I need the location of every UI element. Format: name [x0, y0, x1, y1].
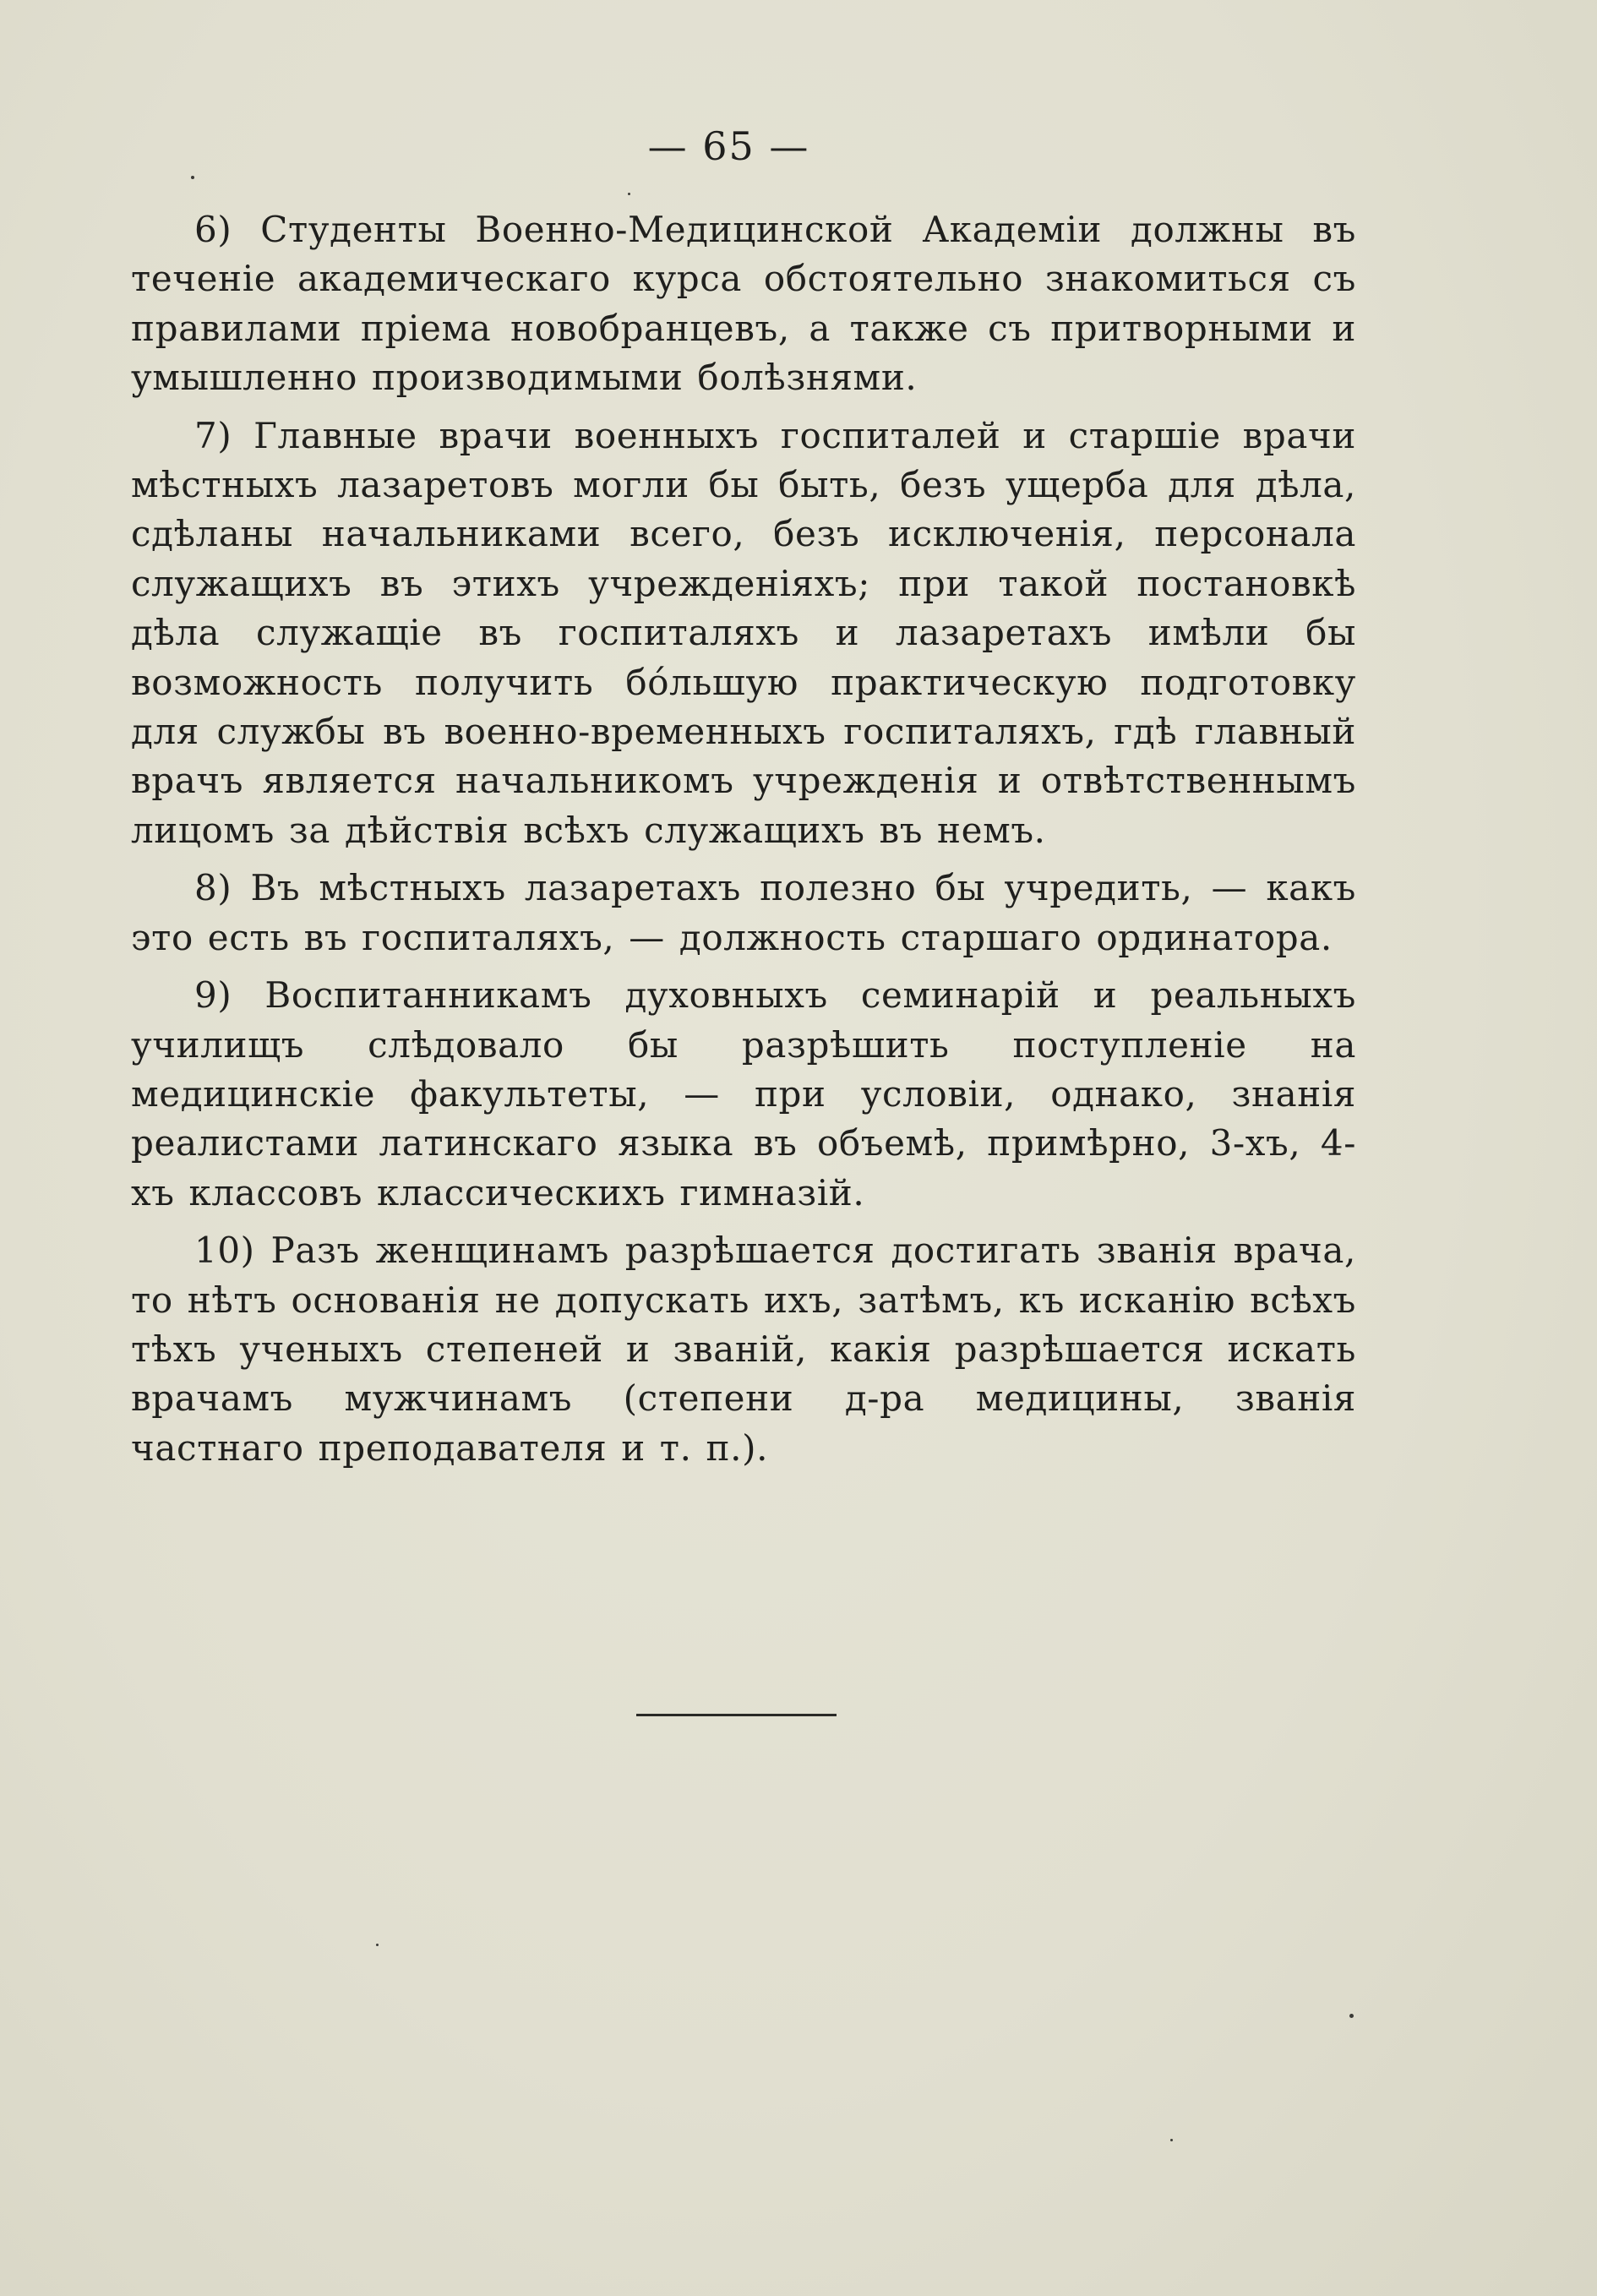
paragraph-number: 9): [194, 974, 232, 1017]
paragraph-8: [131, 864, 1356, 963]
paragraph-number: 6): [194, 209, 232, 250]
paragraph-text: Главные врачи военныхъ госпиталей и старшіе врачи мѣстныхъ лазаретовъ могли бы быть, безъ ущерба для дѣла, сдѣланы начальниками всего, безъ исключенія, персонала служащихъ въ этихъ учрежденіяхъ; при такой постановкѣ дѣла служащіе въ госпиталяхъ и лазаретахъ имѣли бы возможность получить бóльшую практическую подготовку для службы въ военно-временныхъ госпиталяхъ, гдѣ главный врачъ является начальникомъ учрежденія и отвѣтственнымъ лицомъ за дѣйствія всѣхъ служащихъ въ немъ.: [131, 414, 1356, 851]
section-end-rule: [636, 1714, 837, 1716]
paper-speck: [1170, 2139, 1173, 2141]
paper-speck: [628, 193, 630, 195]
paragraph-text: Въ мѣстныхъ лазаретахъ полезно бы учредить, — какъ это есть въ госпиталяхъ, — должность старшаго ординатора.: [131, 867, 1356, 958]
paragraph-7: [131, 412, 1356, 856]
paragraph-text: Студенты Военно-Медицинской Академіи должны въ теченіе академическаго курса обстоятельно знакомиться съ правилами пріема новобранцевъ, а также съ притворными и умышленно производимыми болѣзнями.: [131, 209, 1356, 399]
paper-speck: [376, 1944, 379, 1946]
paragraph-number: 7): [194, 414, 232, 456]
paragraph-6: [131, 205, 1356, 403]
paragraph-10: [131, 1226, 1356, 1473]
paper-speck: [1349, 2014, 1354, 2018]
page-number: — 65 —: [647, 123, 810, 169]
paragraph-text: Разъ женщинамъ разрѣшается достигать званія врача, то нѣтъ основанія не допускать ихъ, затѣмъ, къ исканію всѣхъ тѣхъ ученыхъ степеней и званій, какія разрѣшается искать врачамъ мужчинамъ (степени д-ра медицины, званія частнаго преподавателя и т. п.).: [131, 1230, 1356, 1469]
paragraph-9: [131, 971, 1356, 1218]
paragraph-text: Воспитанникамъ духовныхъ семинарій и реальныхъ училищъ слѣдовало бы разрѣшить поступленіе на медицинскіе факультеты, — при условіи, однако, знанія реалистами латинскаго языка въ объемѣ, примѣрно, 3-хъ, 4-хъ классовъ классическихъ гимназій.: [131, 974, 1357, 1213]
paragraph-number: 8): [194, 867, 232, 909]
paper-speck: [191, 176, 194, 179]
paragraph-number: 10): [194, 1230, 255, 1272]
body-text: [131, 205, 1356, 1481]
